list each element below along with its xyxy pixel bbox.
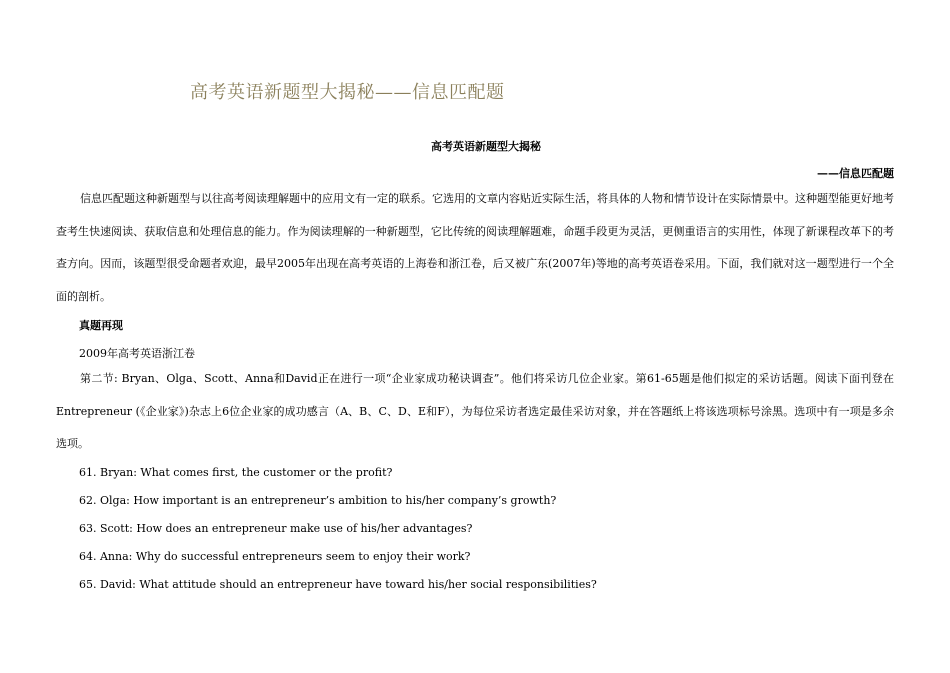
question-62: 62. Olga: How important is an entrepreneur’s ambition to his/her company’s growth? xyxy=(79,494,557,507)
section-subtitle: ——信息匹配题 xyxy=(817,167,894,180)
instructions-paragraph: 第二节: Bryan、Olga、Scott、Anna和David正在进行一项“企业家成功秘诀调查”。他们将采访几位企业家。第61-65题是他们拟定的采访话题。阅读下面刊登在Entrepreneur (《企业家》)杂志上6位企业家的成功感言（A、B、C、D、E和F），为每位采访者选定最佳采访对象，并在答题纸上将该选项标号涂黑。选项中有一项是多余选项。 xyxy=(56,372,894,450)
heading-real-exam: 真题再现 xyxy=(79,319,123,332)
exam-source: 2009年高考英语浙江卷 xyxy=(79,347,195,360)
document-title: 高考英语新题型大揭秘——信息匹配题 xyxy=(190,82,505,103)
question-63: 63. Scott: How does an entrepreneur make use of his/her advantages? xyxy=(79,522,473,535)
question-61: 61. Bryan: What comes first, the customer or the profit? xyxy=(79,466,393,479)
intro-paragraph: 信息匹配题这种新题型与以往高考阅读理解题中的应用文有一定的联系。它选用的文章内容贴近实际生活，将具体的人物和情节设计在实际情景中。这种题型能更好地考查考生快速阅读、获取信息和处理信息的能力。作为阅读理解的一种新题型，它比传统的阅读理解题难，命题手段更为灵活，更侧重语言的实用性，体现了新课程改革下的考查方向。因而，该题型很受命题者欢迎，最早2005年出现在高考英语的上海卷和浙江卷，后又被广东(2007年)等地的高考英语卷采用。下面，我们就对这一题型进行一个全面的剖析。 xyxy=(56,192,894,303)
section-title: 高考英语新题型大揭秘 xyxy=(431,140,541,153)
question-64: 64. Anna: Why do successful entrepreneurs seem to enjoy their work? xyxy=(79,550,471,563)
question-65: 65. David: What attitude should an entrepreneur have toward his/her social responsibilities? xyxy=(79,578,597,591)
